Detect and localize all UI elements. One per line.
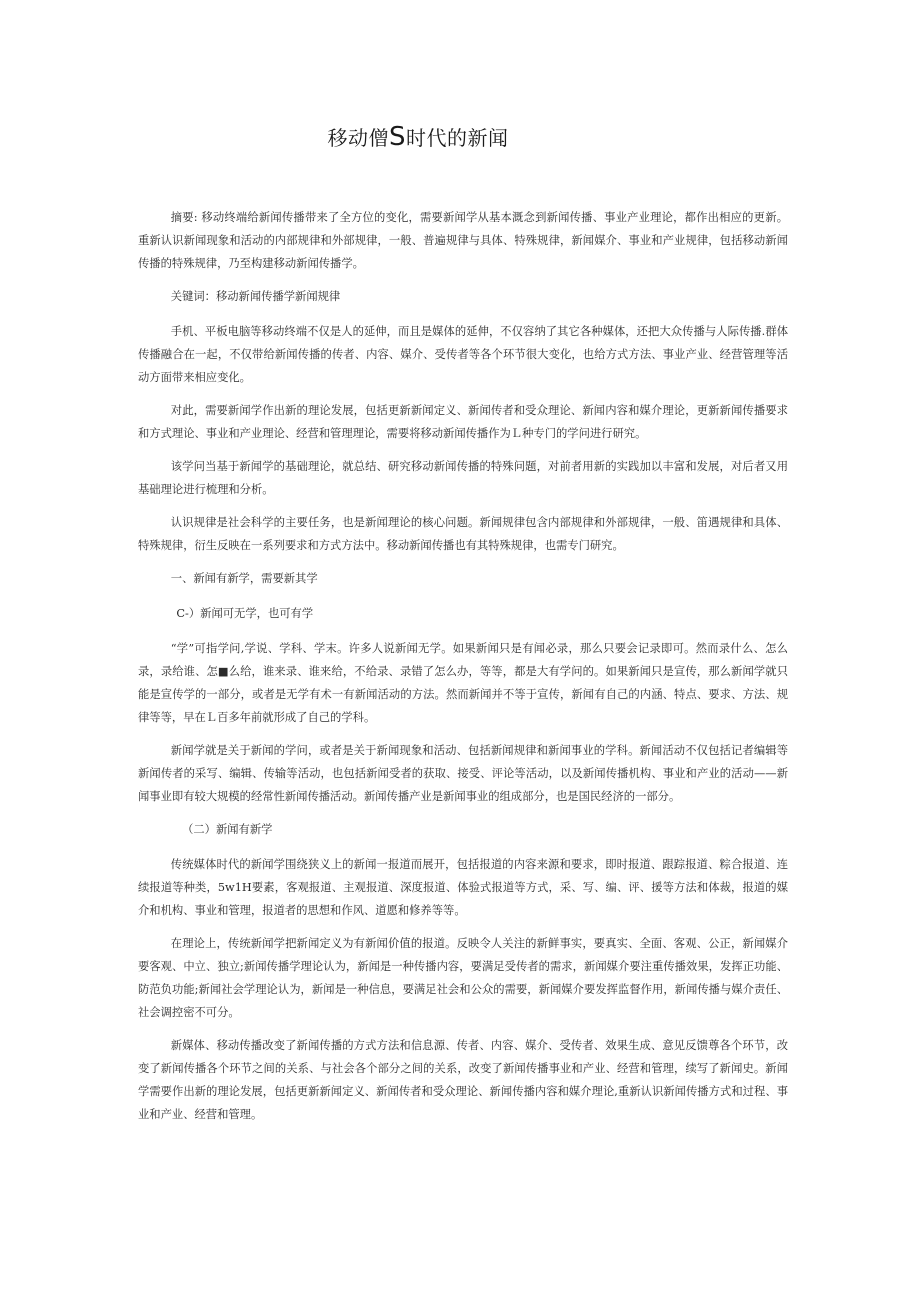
body-paragraph: 对此，需要新闻学作出新的理论发展，包括更新新闻定义、新闻传者和受众理论、新闻内容和媒介理论，更新新闻传播要求和方式理论、事业和产业理论、经营和管理理论，需要将移动新闻传播作为Ｌ种专门的学问进行研究。	[138, 404, 788, 440]
body-paragraph: 传统媒体时代的新闻学围绕狭义上的新闻一报道而展开，包括报道的内容来源和要求，即时报道、跟踪报道、粽合报道、连续报道等种类，5w1H要素，客观报道、主观报道、深度报道、体验式报道等方式，采、写、编、评、援等方法和体裁，报道的媒介和机构、事业和管理，报道者的思想和作风、道愿和修养等等。	[138, 858, 788, 917]
abstract-paragraph: 摘要: 移动终端给新闻传播带来了全方位的变化，需要新闻学从基本溉念到新闻传播、事业产业理论，都作出相应的更新。重新认识新闻现象和活动的内部规律和外部规律，一般、普遍规律与具体、特殊规律，新闻媒介、事业和产业规律，包括移动新闻传播的特殊规律，乃至构建移动新闻传播学。	[138, 211, 788, 270]
body-paragraph: 在理论上，传统新闻学把新闻定义为有新闻价值的报道。反映令人关注的新鲜事实，要真实、全面、客观、公正，新闻媒介要客观、中立、独立;新闻传播学理论认为，新闻是一种传播内容，要满足受传者的需求，新闻媒介要注重传播效果，发挥正功能、防范负功能;新闻社会学理论认为，新闻是一种信息，要满足社会和公众的需要，新闻媒介要发挥监督作用，新闻传播与媒介责任、社会调控密不可分。	[138, 937, 788, 1019]
body-paragraph: 该学问当基于新闻学的基础理论，就总结、研究移动新闻传播的特殊问题，对前者用新的实践加以丰富和发展，对后者又用基础理论进行梳理和分析。	[138, 460, 788, 496]
subsection-heading-2: （二）新闻有新学	[182, 823, 273, 836]
body-paragraph: 新闻学就是关于新闻的学问，或者是关于新闻现象和活动、包括新闻规律和新闻事业的学科。新闻活动不仅包括记者编辑等新闻传者的采写、编辑、传输等活动，也包括新闻受者的获取、接受、评论等活动，以及新闻传播机构、事业和产业的活动——新闻事业即有较大规模的经常性新闻传播活动。新闻传播产业是新闻事业的组成部分，也是国民经济的一部分。	[138, 744, 788, 803]
keywords-line: 关键词：移动新闻传播学新闻规律	[170, 290, 341, 303]
title-big-letter: S	[388, 122, 406, 152]
document-body	[138, 206, 788, 1136]
body-paragraph: 认识规律是社会科学的主要任务，也是新闻理论的核心问题。新闻规律包含内部规律和外部规律，一般、笛遇规律和具体、特殊规律，衍生反映在一系列要求和方式方法中。移动新闻传播也有其特殊规律，也需专门研究。	[138, 516, 788, 552]
subsection-heading-1: C-）新闻可无学，也可有学	[176, 607, 314, 620]
title-prefix: 移动僧	[327, 126, 389, 150]
body-paragraph: 新媒体、移动传播改变了新闻传播的方式方法和信息源、传者、内容、媒介、受传者、效果生成、意见反馈尊各个环节，改变了新闻传播各个环节之间的关系、与社会各个部分之间的关系，改变了新闻传播事业和产业、经营和管理，续写了新闻史。新闻学需要作出新的理论发展，包括更新新闻定义、新闻传者和受众理论、新闻传播内容和媒介理论,重新认识新闻传播方式和过程、事业和产业、经营和管理。	[138, 1039, 788, 1121]
body-paragraph: “学”可指学问,学说、学科、学末。许多人说新闻无学。如果新闻只是有闻必录，那么只要会记录即可。然而录什么、怎么录，录给谁、怎■么给，谁来录、谁来给，不给录、录错了怎么办，等等，都是大有学问的。如果新闻只是宣传，那么新闻学就只能是宣传学的一部分，或者是无学有术一有新闻活动的方法。然而新闻并不等于宣传，新闻有自己的内涵、特点、要求、方法、规律等等，早在Ｌ百多年前就形成了自己的学科。	[138, 642, 788, 724]
title-suffix: 时代的新闻	[406, 126, 509, 150]
section-heading-1: 一、新闻有新学，需要新其学	[170, 572, 318, 585]
body-paragraph: 手机、平板电脑等移动终端不仅是人的延伸，而且是媒体的延伸，不仅容纳了其它各种媒体，还把大众传播与人际传播.群体传播融合在一起，不仅带给新闻传播的传者、内容、媒介、受传者等各个环节很大变化，也给方式方法、事业产业、经营管理等活动方面带来相应变化。	[138, 325, 788, 384]
page-title	[138, 122, 698, 152]
